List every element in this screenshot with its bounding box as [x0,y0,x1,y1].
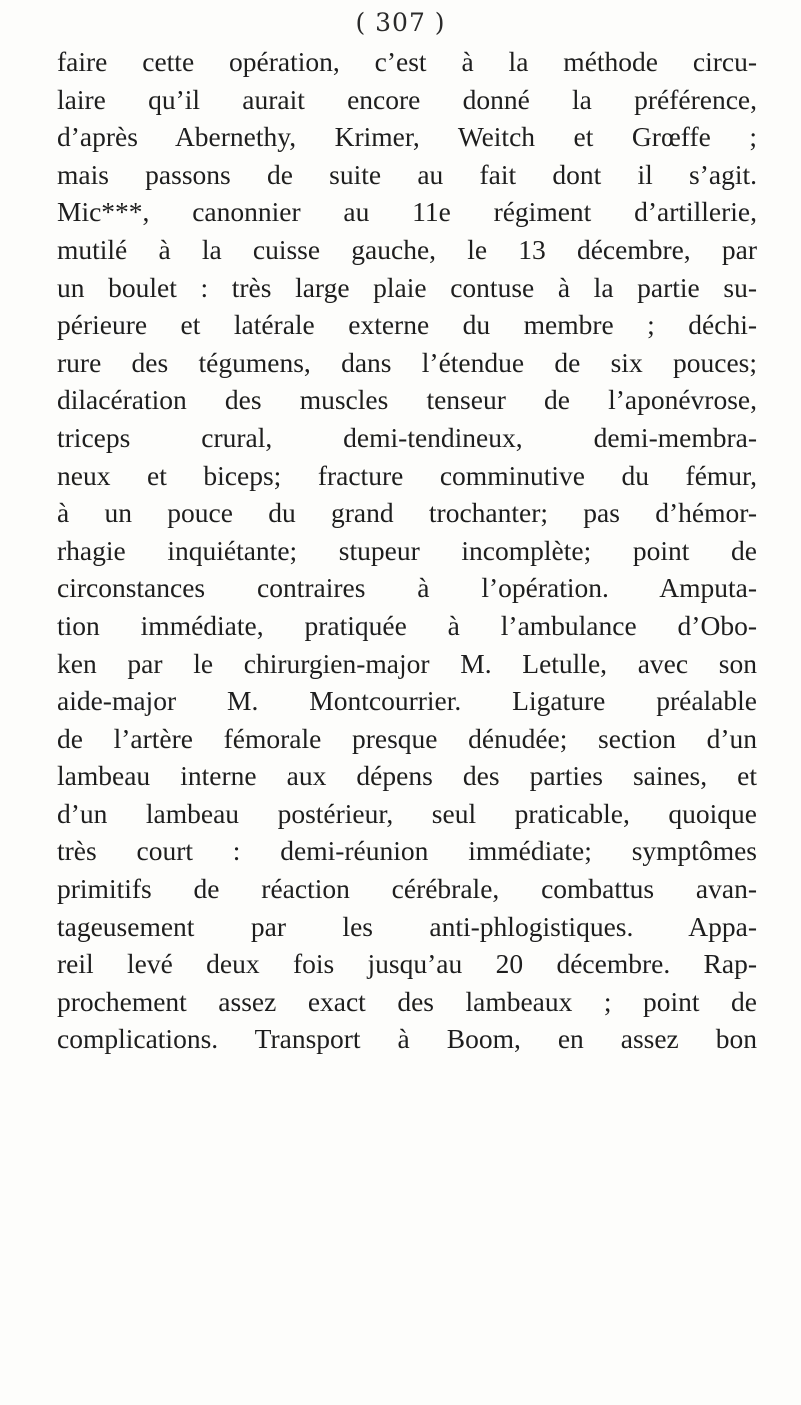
text-line: d’après Abernethy, Krimer, Weitch et Grœffe ; [57,121,757,153]
text-line: prochement assez exact des lambeaux ; point de [57,985,757,1017]
text-line: tion immédiate, pratiquée à l’ambulance d’Obo- [57,609,757,641]
text-line: un boulet : très large plaie contuse à la partie su- [57,271,757,303]
text-line: dilacération des muscles tenseur de l’aponévrose, [57,384,757,416]
text-line: tageusement par les anti-phlogistiques. Appa- [57,910,757,942]
text-line: rure des tégumens, dans l’étendue de six pouces; [57,346,757,378]
text-line: neux et biceps; fracture comminutive du fémur, [57,459,757,491]
text-line: de l’artère fémorale presque dénudée; section d’un [57,722,757,754]
text-line: primitifs de réaction cérébrale, combattus avan- [57,873,757,905]
text-line: ken par le chirurgien-major M. Letulle, avec son [57,647,757,679]
text-line: mutilé à la cuisse gauche, le 13 décembre, par [57,233,757,265]
text-line: triceps crural, demi-tendineux, demi-membra- [57,421,757,453]
text-line: Mic***, canonnier au 11e régiment d’artillerie, [57,196,757,228]
text-line: reil levé deux fois jusqu’au 20 décembre. Rap- [57,948,757,980]
text-line: lambeau interne aux dépens des parties saines, et [57,760,757,792]
text-line: rhagie inquiétante; stupeur incomplète; point de [57,534,757,566]
text-line: mais passons de suite au fait dont il s’agit. [57,158,757,190]
text-line: aide-major M. Montcourrier. Ligature préalable [57,685,757,717]
text-line: à un pouce du grand trochanter; pas d’hémor- [57,497,757,529]
text-line: complications. Transport à Boom, en assez bon [57,1023,757,1055]
text-line: faire cette opération, c’est à la méthode circu- [57,46,757,77]
page-number: ( 307 ) [355,8,446,37]
text-line: laire qu’il aurait encore donné la préférence, [57,83,757,115]
text-line: circonstances contraires à l’opération. Amputa- [57,572,757,604]
text-line: très court : demi-réunion immédiate; symptômes [57,835,757,867]
text-line: périeure et latérale externe du membre ; déchi- [57,309,757,341]
text-line: d’un lambeau postérieur, seul praticable, quoique [57,797,757,829]
body-text [57,43,757,1058]
